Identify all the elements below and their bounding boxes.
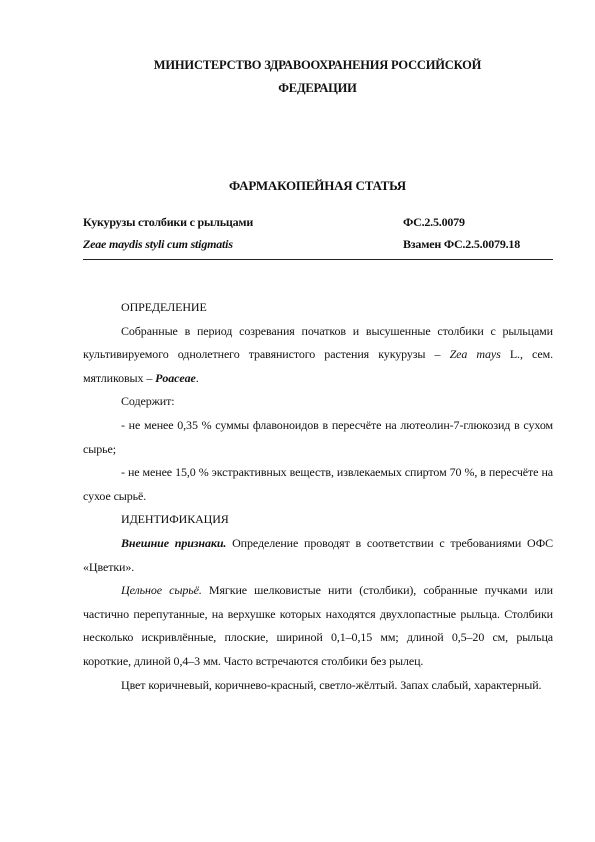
definition-text-2: L., сем. мятликовых – [83, 347, 553, 385]
monograph-name-ru: Кукурузы столбики с рыльцами [83, 215, 254, 229]
definition-text-3: . [195, 370, 199, 385]
external-signs-text: Определение проводят в соответствии с требованиями ОФС «Цветки». [83, 535, 553, 574]
ministry-header [80, 54, 555, 100]
ministry-line-2: ФЕДЕРАЦИИ [278, 81, 357, 95]
identification-heading: ИДЕНТИФИКАЦИЯ [121, 512, 229, 527]
monograph-code: ФС.2.5.0079 [403, 215, 465, 229]
definition-paragraph [83, 320, 553, 391]
definition-species: Zea mays [449, 347, 501, 362]
external-signs-paragraph [83, 532, 553, 579]
definition-heading: ОПРЕДЕЛЕНИЕ [121, 300, 207, 314]
definition-family: Poaceae [155, 370, 196, 385]
definition-text-1: Собранные в период созревания початков и высушенные столбики с рыльцами культивируемого однолетнего травянистого растения кукурузы – [83, 323, 553, 362]
external-signs-label: Внешние признаки. [121, 535, 227, 550]
document-body [83, 296, 553, 697]
contains-item-flavonoids: - не менее 0,35 % суммы флавоноидов в пересчёте на лютеолин-7-глюкозид в сухом сырье; [83, 417, 553, 456]
header-divider [83, 259, 553, 260]
whole-raw-label: Цельное сырьё. [121, 583, 202, 598]
whole-raw-text: Мягкие шелковистые нити (столбики), собранные пучками или частично перепутанные, на верхушке которых находятся двухлопастные рыльца. Столбики несколько искривлённые, плоские, шириной 0,1–0,15 мм; длиной 0,5–20 см, рыльца короткие, длиной 0,4–3 мм. Часто встречаются столбики без рылец. [83, 583, 553, 668]
monograph-replaces: Взамен ФС.2.5.0079.18 [403, 237, 521, 251]
article-title: ФАРМАКОПЕЙНАЯ СТАТЬЯ [229, 178, 406, 193]
color-paragraph: Цвет коричневый, коричнево-красный, светло-жёлтый. Запах слабый, характерный. [121, 677, 542, 692]
ministry-line-1: МИНИСТЕРСТВО ЗДРАВООХРАНЕНИЯ РОССИЙСКОЙ [153, 58, 482, 72]
monograph-name-latin: Zeae maydis styli cum stigmatis [83, 237, 233, 251]
contains-item-extractives: - не менее 15,0 % экстрактивных веществ, извлекаемых спиртом 70 %, в пересчёте на сухое сырьё. [83, 465, 553, 503]
whole-raw-paragraph [83, 579, 553, 673]
contains-label: Содержит: [121, 394, 175, 409]
